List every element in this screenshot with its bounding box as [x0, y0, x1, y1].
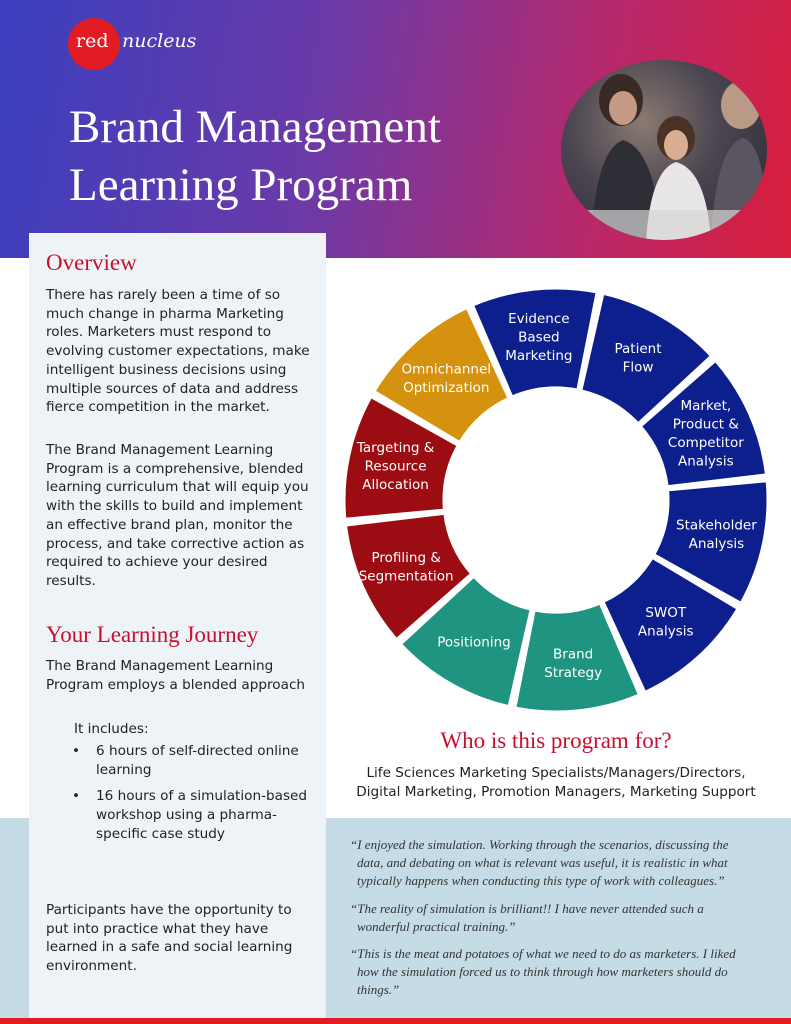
wheel-segment-label: Stakeholder Analysis — [676, 517, 757, 552]
wheel-segment-label: Patient Flow — [614, 341, 662, 376]
wheel-segment-label: Evidence Based Marketing — [505, 310, 573, 364]
bottom-accent-bar — [0, 1018, 791, 1024]
journey-includes: It includes: — [74, 721, 149, 737]
hero-photo — [561, 60, 767, 240]
wheel-segment-label: Brand Strategy — [544, 646, 603, 681]
wheel-segment-label: Omnichannel Optimization — [401, 361, 492, 396]
overview-paragraph-2: The Brand Management Learning Program is a comprehensive, blended learning curriculum that will equip you with the skills to build and implement an effective brand plan, monitor the process, and take corrective action as required to achieve your desired results. — [46, 442, 309, 589]
title-line-2: Learning Program — [69, 159, 413, 211]
who-description — [340, 764, 772, 802]
testimonial-quote: “The reality of simulation is brilliant!! I have never attended such a wonderful practical training.” — [350, 901, 704, 934]
page-title — [69, 98, 441, 214]
journey-heading: Your Learning Journey — [46, 622, 259, 647]
wheel-segment-label: Positioning — [437, 634, 511, 651]
list-item: • 16 hours of a simulation-based workshop using a pharma-specific case study — [72, 787, 312, 843]
testimonial-quote: “This is the meat and potatoes of what we need to do as marketers. I liked how the simulation forced us to think through how marketers should do things.” — [350, 946, 736, 997]
wheel-segment-label: SWOT Analysis — [637, 605, 694, 640]
who-heading: Who is this program for? — [440, 728, 672, 753]
logo-text-nucleus: nucleus — [122, 30, 197, 52]
journey-closing: Participants have the opportunity to put into practice what they have learned in a safe and social learning environment. — [46, 902, 293, 975]
curriculum-wheel — [336, 280, 776, 720]
who-line-2: Digital Marketing, Promotion Managers, Marketing Support — [356, 784, 756, 800]
title-line-1: Brand Management — [69, 101, 441, 153]
overview-heading: Overview — [46, 250, 137, 275]
who-line-1: Life Sciences Marketing Specialists/Managers/Directors, — [366, 765, 746, 781]
journey-intro: The Brand Management Learning Program employs a blended approach — [46, 658, 306, 693]
people-photo-illustration — [561, 60, 767, 240]
list-item: • 6 hours of self-directed online learning — [72, 742, 312, 779]
wheel-segment-label: Targeting & Resource Allocation — [356, 439, 435, 493]
wheel-segment-label: Profiling & Segmentation — [358, 549, 454, 585]
overview-paragraph-1: There has rarely been a time of so much change in pharma Marketing roles. Marketers must respond to evolving customer expectations, make intelligent business decisions using multiple sources of data and address fierce competition in the market. — [46, 287, 310, 416]
testimonial-quote: “I enjoyed the simulation. Working through the scenarios, discussing the data, and debating on what is relevant was useful, it is realistic in what typically happens when conducting this type of work with colleagues.” — [350, 837, 729, 888]
wheel-segment-label: Market, Product & Competitor Analysis — [667, 398, 744, 470]
journey-bullet-list — [72, 742, 312, 852]
logo-text-red: red — [76, 30, 109, 52]
